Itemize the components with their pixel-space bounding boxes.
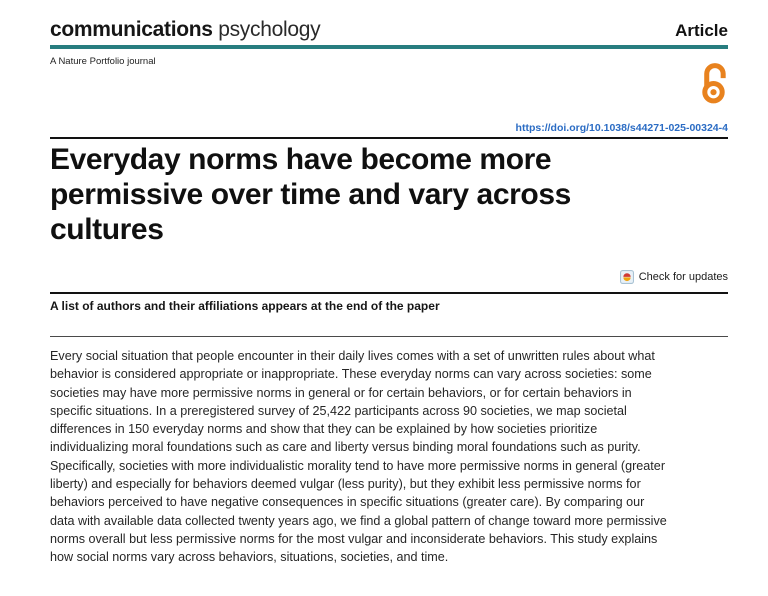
check-for-updates-button[interactable] <box>620 270 728 284</box>
authors-note: A list of authors and their affiliations appears at the end of the paper <box>50 299 440 313</box>
authors-divider <box>50 292 728 294</box>
journal-name <box>50 18 320 42</box>
article-type-label: Article <box>675 21 728 40</box>
journal-name-bold: communications <box>50 18 213 41</box>
abstract-text: Every social situation that people encounter in their daily lives comes with a set of unwritten rules about what behavior is considered appropriate or inappropriate. These everyday norms can vary across societies: some societies may have more permissive norms in general or for certain behaviors, or for certain behaviors in specific situations. In a preregistered survey of 25,422 participants across 90 societies, we map societal differences in 150 everyday norms and show that they can be explained by how societies prioritize individualizing moral foundations such as care and liberty versus binding moral foundations such as purity. Specifically, societies with more individualistic morality tend to have more permissive norms in general (greater liberty) and especially for behaviors deemed vulgar (less purity), but they exhibit less permissive norms for behaviors perceived to have negative consequences in specific situations (greater care). By comparing our data with available data collected twenty years ago, we find a global pattern of change toward more permissive norms overall but less permissive norms for the most vulgar and inconsiderate behaviors. This study explains how social norms vary across behaviors, situations, societies, and time. <box>50 349 667 565</box>
journal-tagline: A Nature Portfolio journal <box>50 56 156 67</box>
doi-row <box>50 118 728 136</box>
check-for-updates-label: Check for updates <box>638 271 728 283</box>
masthead <box>50 18 728 42</box>
open-access-padlock-icon <box>699 59 728 106</box>
masthead-rule <box>50 45 728 49</box>
open-access-icon <box>699 59 728 106</box>
journal-name-light: psychology <box>218 18 321 41</box>
crossmark-icon <box>620 270 634 284</box>
doi-link[interactable]: https://doi.org/10.1038/s44271-025-00324-4 <box>515 122 728 134</box>
article-title: Everyday norms have become more permissive over time and vary across cultures <box>50 143 571 246</box>
abstract-divider <box>50 336 728 337</box>
title-divider <box>50 137 728 139</box>
